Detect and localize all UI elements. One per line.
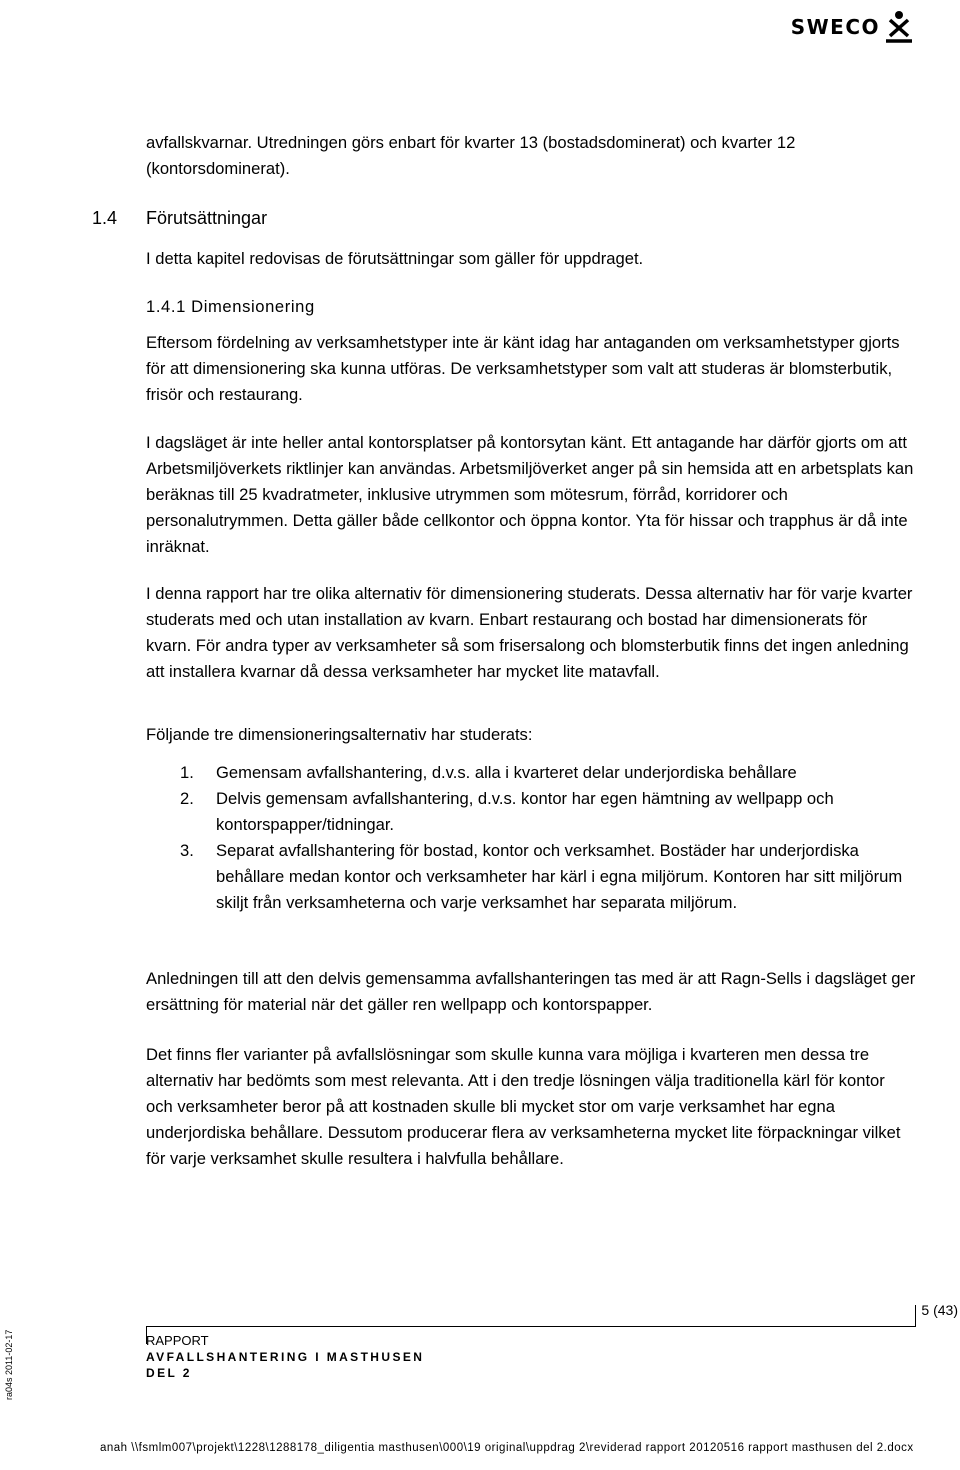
paragraph-5: Anledningen till att den delvis gemensamma avfallshanteringen tas med är att Ragn-Sells i dagsläget ger ersättning för material när det gäller ren wellpapp och kontorspapper. bbox=[146, 969, 916, 1014]
page-number: 5 (43) bbox=[921, 1302, 958, 1318]
list-text: Delvis gemensam avfallshantering, d.v.s. kontor har egen hämtning av wellpapp och kontorspapper/tidningar. bbox=[216, 789, 834, 834]
list-number: 3. bbox=[180, 841, 194, 860]
footer-divider bbox=[146, 1326, 916, 1327]
list-text: Separat avfallshantering för bostad, kontor och verksamhet. Bostäder har underjordiska behållare medan kontor och verksamheter har kärl i egna miljörum. Kontoren har sitt miljörum skiljt från verksamheterna och varje verksamhet har separata miljörum. bbox=[216, 841, 903, 912]
section-intro: I detta kapitel redovisas de förutsättningar som gäller för uppdraget. bbox=[146, 249, 644, 268]
section-number: 1.4 bbox=[92, 208, 118, 228]
subsection-heading: 1.4.1 Dimensionering bbox=[146, 297, 315, 316]
footer-report-part: DEL 2 bbox=[146, 1366, 192, 1380]
footer-report-label: RAPPORT bbox=[146, 1333, 209, 1348]
paragraph-4: Följande tre dimensioneringsalternativ har studerats: bbox=[146, 725, 533, 744]
section-title: Förutsättningar bbox=[146, 208, 268, 228]
paragraph-6: Det finns fler varianter på avfallslösningar som skulle kunna vara möjliga i kvarteren men dessa tre alternativ har bedömts som mest relevanta. Att i den tredje lösningen välja traditionella kärl för kontor och verksamheter beror på att kostnaden skulle bli mycket stor om varje verksamhet har egna underjordiska behållare. Dessutom producerar flera av verksamheterna mycket lite förpackningar vilket för varje verksamhet skulle resultera i halvfulla behållare. bbox=[146, 1045, 901, 1168]
sweco-logo bbox=[791, 10, 916, 44]
paragraph-1: Eftersom fördelning av verksamhetstyper inte är känt idag har antaganden om verksamhetstyper gjorts för att dimensionering ska kunna utföras. De verksamhetstyper som valt att studeras är blomsterbutik, frisör och restaurang. bbox=[146, 333, 900, 404]
list-item bbox=[180, 786, 920, 838]
paragraph-2: I dagsläget är inte heller antal kontorsplatser på kontorsytan känt. Ett antagande har därför gjorts om att Arbetsmiljöverkets riktlinjer kan användas. Arbetsmiljöverket anger på sin hemsida att en arbetsplats kan beräknas till 25 kvadratmeter, inklusive utrymmen som mötesrum, förråd, korridorer och personalutrymmen. Detta gäller både cellkontor och öppna kontor. Yta för hissar och trapphus är då inte inräknat. bbox=[146, 433, 914, 556]
footer-report-title: AVFALLSHANTERING I MASTHUSEN bbox=[146, 1350, 425, 1364]
template-code: ra04s 2011-02-17 bbox=[4, 1329, 14, 1400]
alternatives-list bbox=[180, 760, 920, 916]
list-number: 2. bbox=[180, 789, 194, 808]
intro-paragraph: avfallskvarnar. Utredningen görs enbart för kvarter 13 (bostadsdominerat) och kvarter 12 (kontorsdominerat). bbox=[146, 133, 796, 178]
footer-file-path: anah \\fsmlm007\projekt\1228\1288178_diligentia masthusen\000\19 original\uppdrag 2\reviderad rapport 20120516 rapport masthusen del 2.docx bbox=[100, 1442, 914, 1454]
list-item bbox=[180, 760, 920, 786]
paragraph-3: I denna rapport har tre olika alternativ för dimensionering studerats. Dessa alternativ har för varje kvarter studerats med och utan installation av kvarn. Enbart restaurang och bostad har dimensionerats för kvarn. För andra typer av verksamheter så som frisersalong och blomsterbutik finns det ingen anledning att installera kvarnar då dessa verksamheter har mycket lite matavfall. bbox=[146, 584, 913, 681]
sweco-figure-icon bbox=[882, 10, 916, 44]
list-item bbox=[180, 838, 920, 916]
footer-divider-tick-right bbox=[915, 1305, 916, 1326]
logo-text: SWECO bbox=[790, 15, 880, 39]
section-heading bbox=[92, 205, 267, 231]
list-number: 1. bbox=[180, 763, 194, 782]
list-text: Gemensam avfallshantering, d.v.s. alla i kvarteret delar underjordiska behållare bbox=[216, 763, 797, 782]
